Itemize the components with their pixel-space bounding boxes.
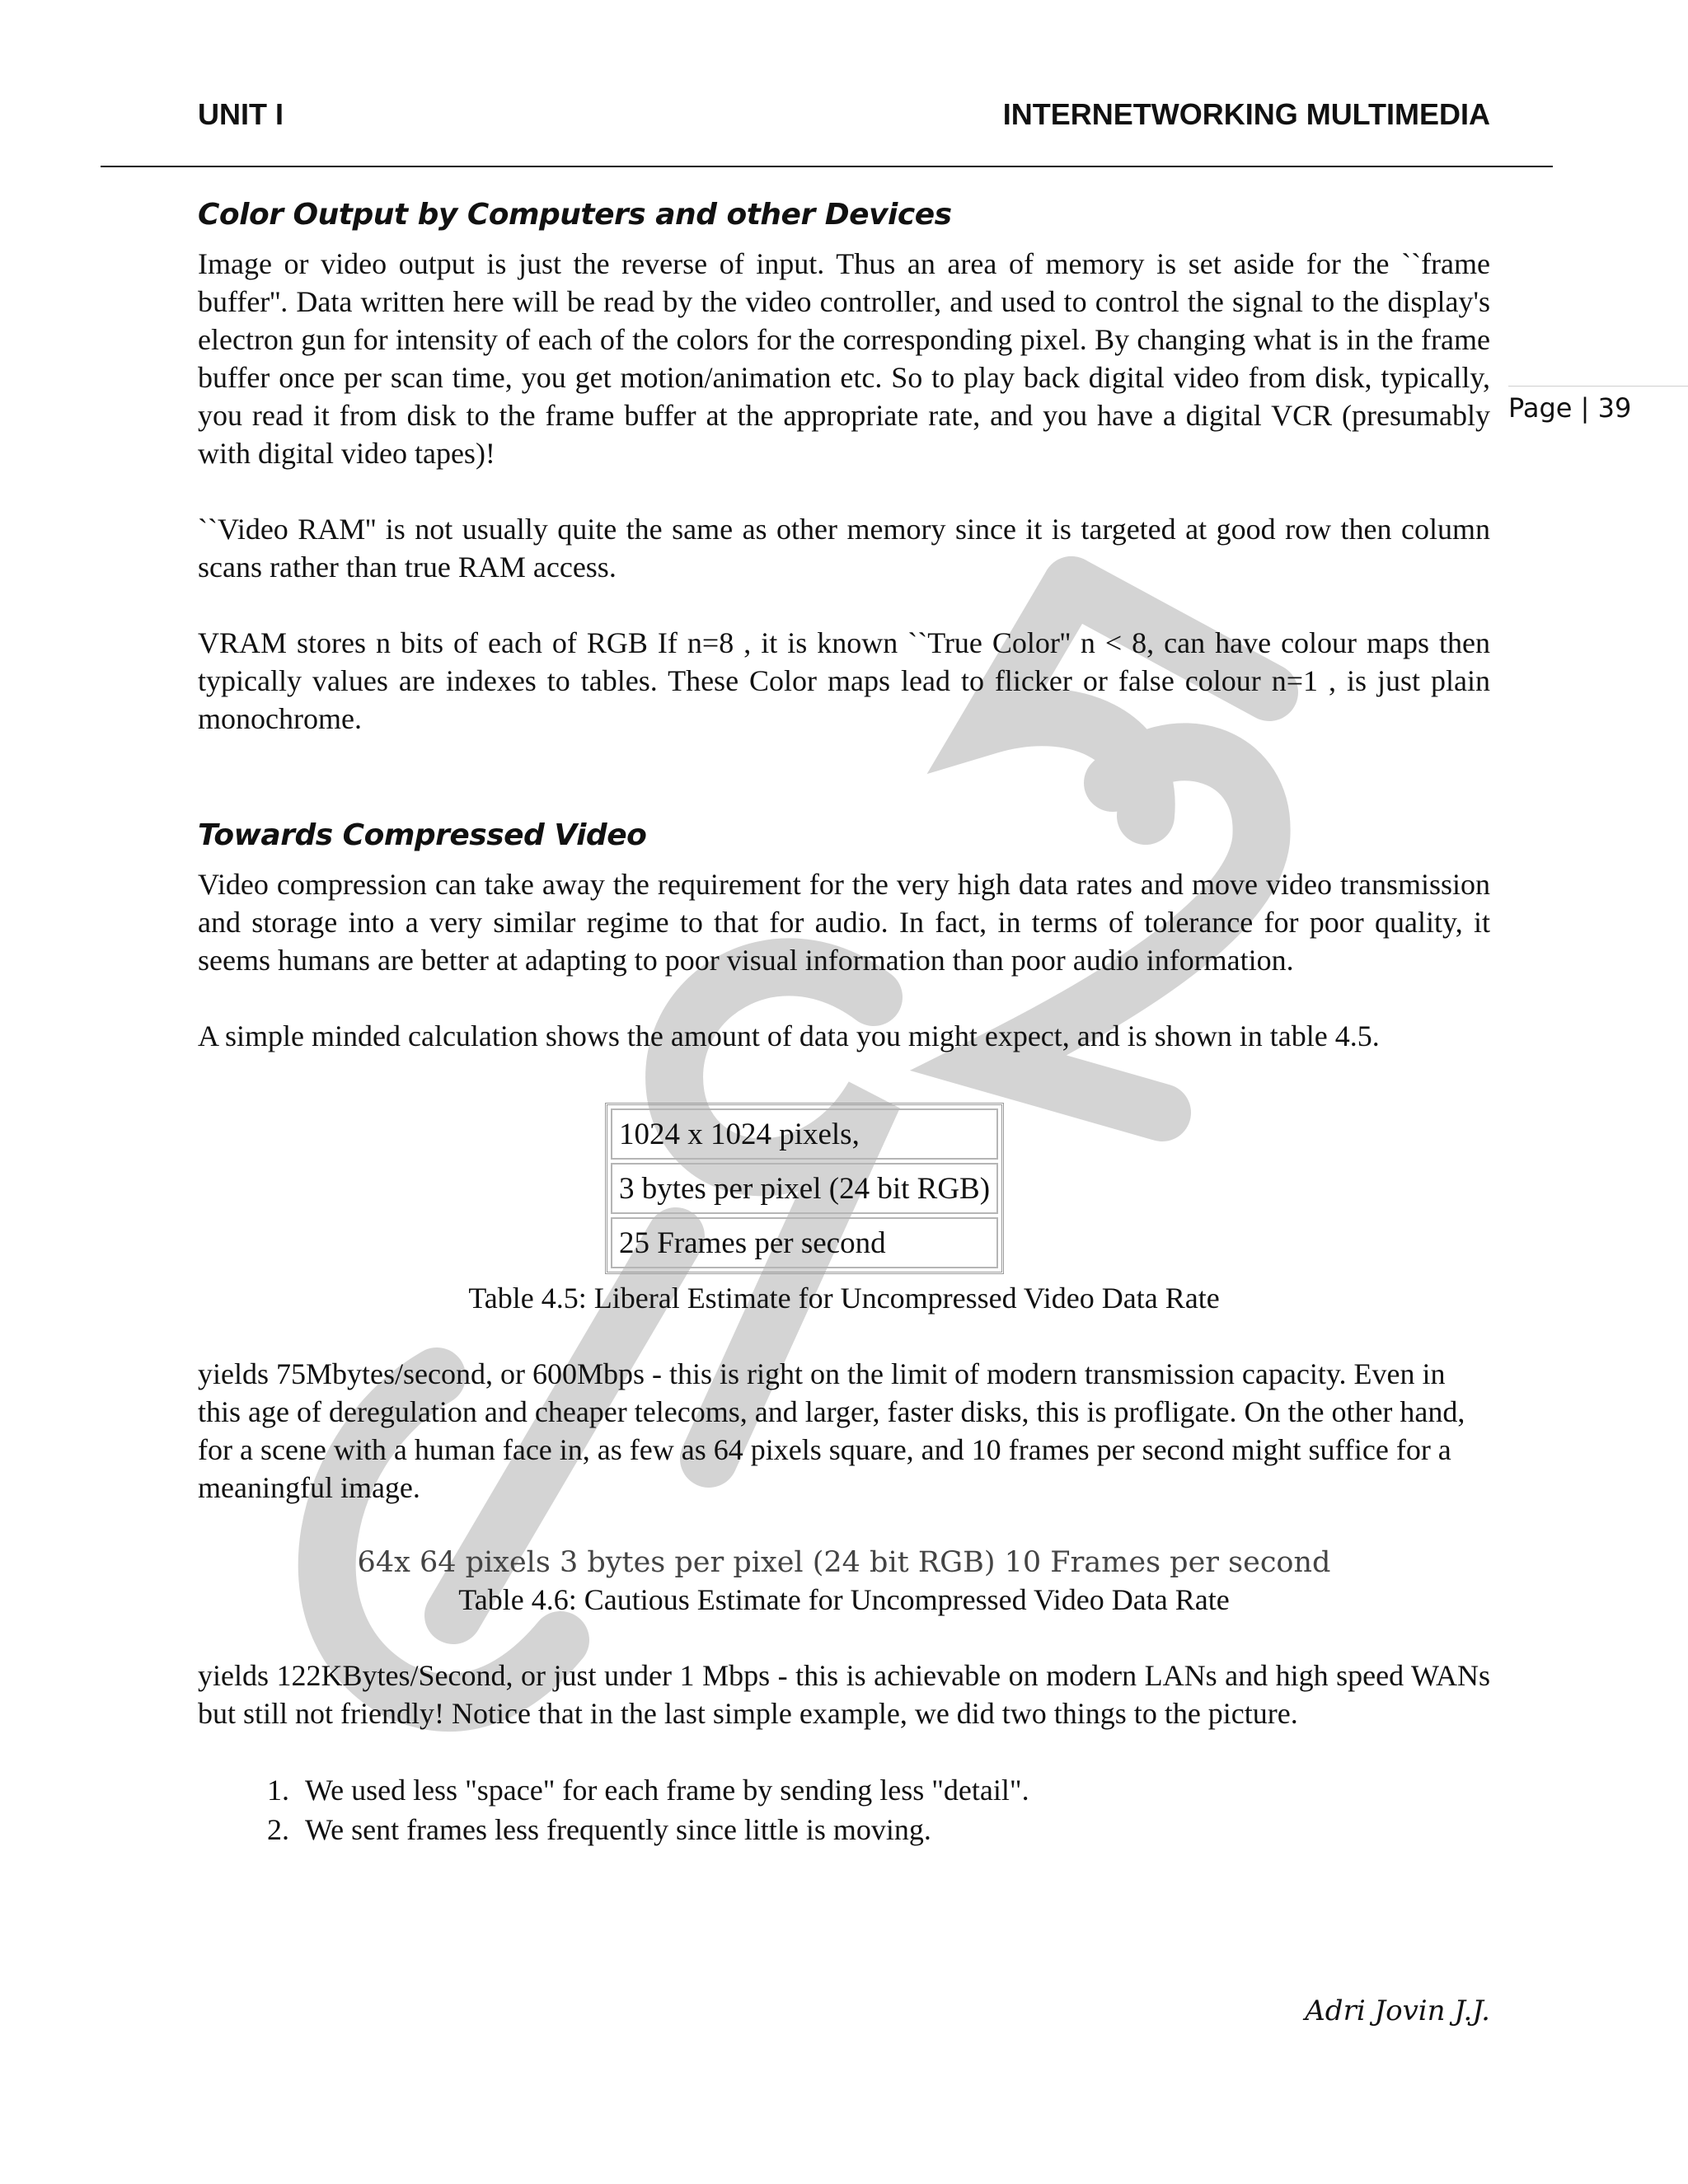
numbered-list — [198, 1770, 1490, 1849]
list-item: 1. We used less "space" for each frame by sending less "detail". — [297, 1770, 1490, 1810]
paragraph: VRAM stores n bits of each of RGB If n=8 , it is known ``True Color'' n < 8, can have colour maps then typically values are indexes to tables. These Color maps lead to flicker or false colour n=1 , is just plain monochrome. — [198, 626, 1490, 735]
page-marker-rule — [1508, 386, 1688, 387]
header-title: INTERNETWORKING MULTIMEDIA — [1002, 97, 1490, 131]
table-cell: 25 Frames per second — [611, 1217, 998, 1268]
header-unit: UNIT I — [198, 97, 284, 131]
table-row — [611, 1108, 998, 1160]
page-header — [198, 97, 1490, 138]
paragraph: A simple minded calculation shows the amount of data you might expect, and is shown in table 4.5. — [198, 1019, 1380, 1052]
table-caption-4-5: Table 4.5: Liberal Estimate for Uncompressed Video Data Rate — [468, 1281, 1220, 1315]
table-4-6-formula: 64x 64 pixels 3 bytes per pixel (24 bit RGB) 10 Frames per second — [357, 1545, 1331, 1579]
table-cell: 1024 x 1024 pixels, — [611, 1108, 998, 1160]
page-body — [198, 196, 1490, 1849]
table-4-5 — [605, 1103, 1004, 1274]
paragraph: yields 75Mbytes/second, or 600Mbps - this is right on the limit of modern transmission capacity. Even in this age of deregulation and cheaper telecoms, and larger, faster disks, this is profligate. On the other hand, for a scene with a human face in, as few as 64 pixels square, and 10 frames per second might suffice for a meaningful image. — [198, 1357, 1465, 1504]
author-signature: Adri Jovin J.J. — [1305, 1994, 1490, 2027]
section-heading-compressed-video: Towards Compressed Video — [198, 818, 647, 852]
paragraph: ``Video RAM'' is not usually quite the same as other memory since it is targeted at good row then column scans rather than true RAM access. — [198, 512, 1490, 583]
paragraph: Video compression can take away the requirement for the very high data rates and move video transmission and storage into a very similar regime to that for audio. In fact, in terms of tolerance for poor quality, it seems humans are better at adapting to poor visual information than poor audio information. — [198, 867, 1490, 977]
list-item: 2. We sent frames less frequently since little is moving. — [297, 1810, 1490, 1849]
paragraph: Image or video output is just the reverse of input. Thus an area of memory is set aside for the ``frame buffer''. Data written here will be read by the video controller, and used to control the signal to the display's electron gun for intensity of each of the colors for the corresponding pixel. By changing what is in the frame buffer once per scan time, you get motion/animation etc. So to play back digital video from disk, typically, you read it from disk to the frame buffer at the appropriate rate, and you have a digital VCR (presumably with digital video tapes)! — [198, 246, 1490, 470]
table-row — [611, 1217, 998, 1268]
paragraph: yields 122KBytes/Second, or just under 1 Mbps - this is achievable on modern LANs and high speed WANs but still not friendly! Notice that in the last simple example, we did two things to the picture. — [198, 1658, 1490, 1730]
header-divider — [101, 166, 1553, 167]
table-row — [611, 1163, 998, 1214]
page-number — [1508, 392, 1688, 434]
page-number-text: Page | 39 — [1508, 392, 1632, 424]
section-heading-color-output: Color Output by Computers and other Devices — [198, 198, 952, 232]
table-caption-4-6: Table 4.6: Cautious Estimate for Uncompressed Video Data Rate — [458, 1582, 1230, 1616]
table-cell: 3 bytes per pixel (24 bit RGB) — [611, 1163, 998, 1214]
